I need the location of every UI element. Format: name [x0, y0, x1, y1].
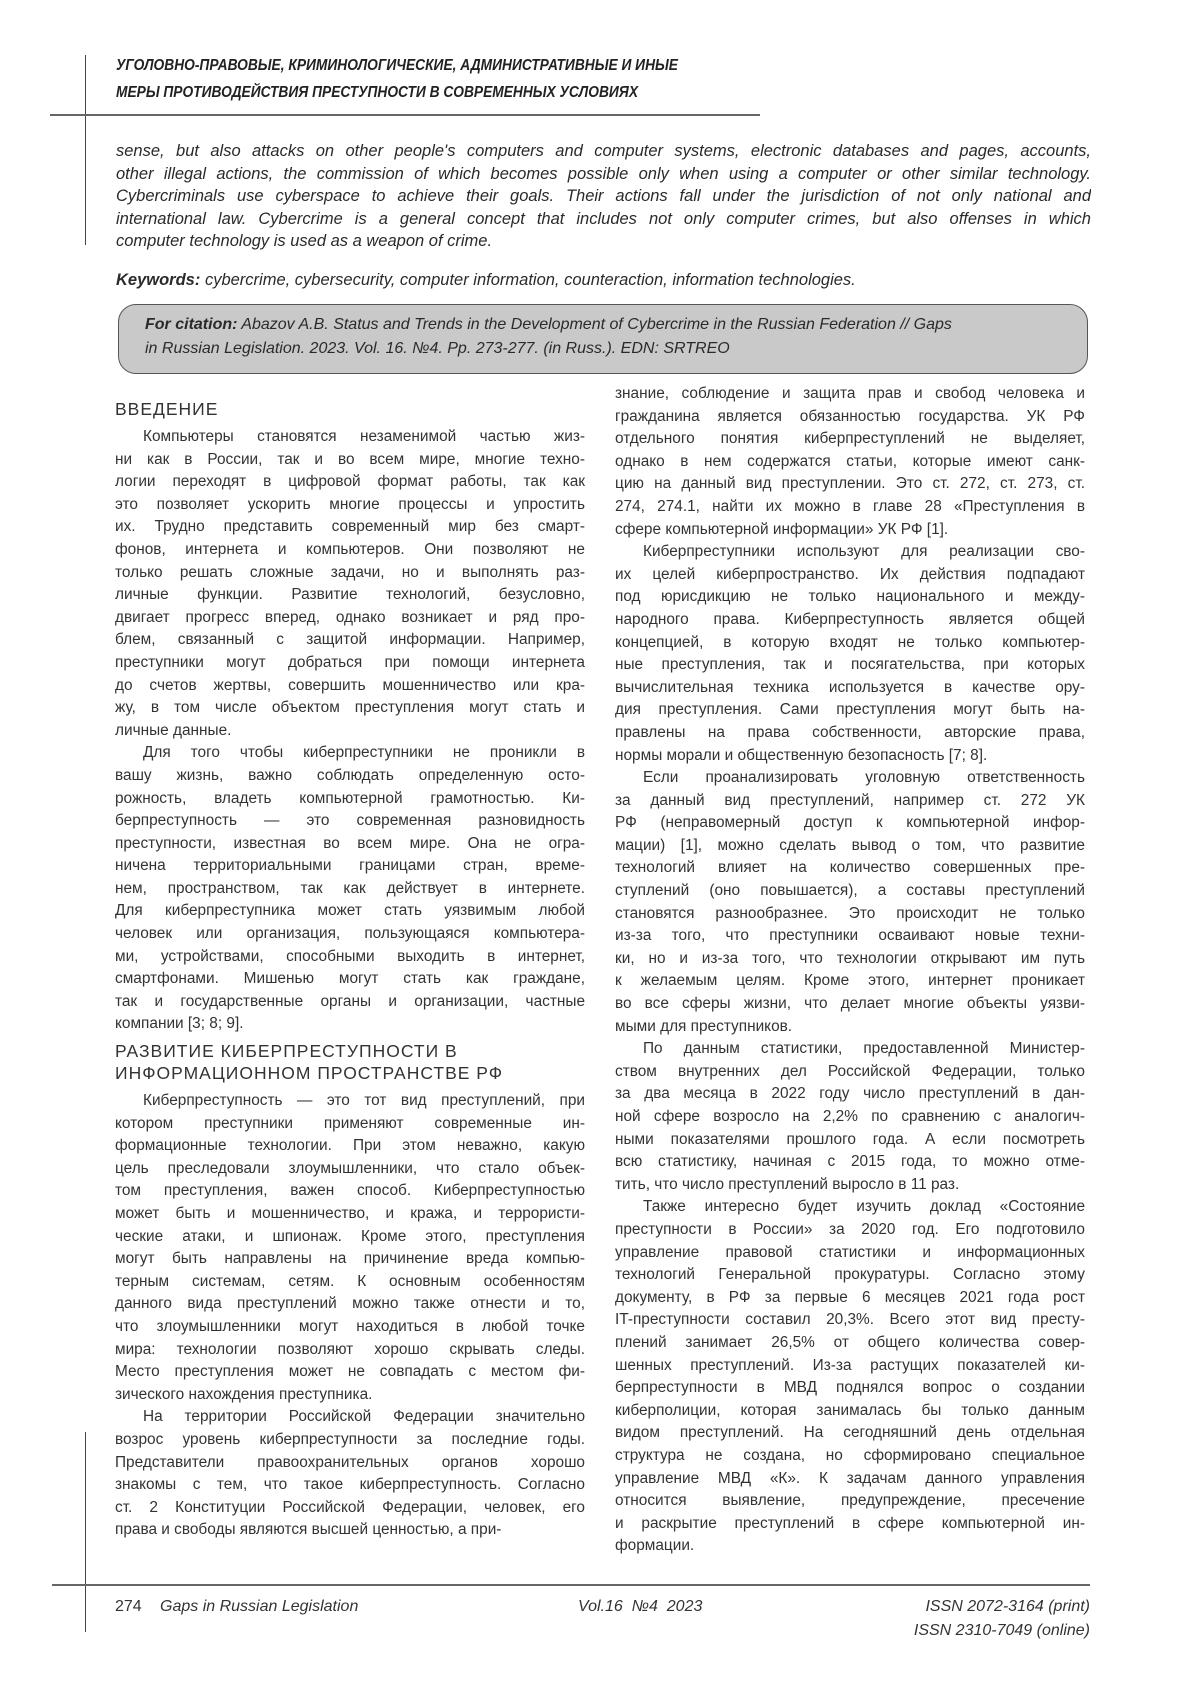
text-line: до счетов жертвы, совершить мошенничество или кра- [115, 675, 585, 698]
text-line: правлены на права собственности, авторские права, [615, 722, 1085, 745]
text-line: из-за того, что преступники осваивают новые техни- [615, 925, 1085, 948]
text-line: отдельного понятия киберпреступлений не выделяет, [615, 428, 1085, 451]
text-line: ми, устройствами, способными выходить в интернет, [115, 946, 585, 969]
text-line: рожность, владеть компьютерной грамотностью. Ки- [115, 788, 585, 811]
text-line: шенных преступлений. Из-за растущих показателей ки- [615, 1355, 1085, 1378]
text-line: На территории Российской Федерации значительно [115, 1406, 585, 1429]
running-header-line-2: МЕРЫ ПРОТИВОДЕЙСТВИЯ ПРЕСТУПНОСТИ В СОВРЕМЕННЫХ УСЛОВИЯХ [116, 83, 638, 103]
text-line: данного вида преступлений можно также отнести и то, [115, 1293, 585, 1316]
footer-rule [52, 1584, 1090, 1586]
citation-line-2: in Russian Legislation. 2023. Vol. 16. №4. Pp. 273-277. (in Russ.). EDN: SRTREO [145, 337, 1067, 361]
text-line: берпреступность — это современная разновидность [115, 810, 585, 833]
section-heading-line: РАЗВИТИЕ КИБЕРПРЕСТУПНОСТИ В [115, 1040, 585, 1062]
text-line: структура не создана, но сформировано специальное [615, 1445, 1085, 1468]
paragraph [115, 426, 585, 742]
text-line: сфере компьютерной информации» УК РФ [1]. [615, 519, 1085, 542]
text-line: киберполиции, которая занималась бы только данным [615, 1400, 1085, 1423]
text-line: мыми для преступников. [615, 1016, 1085, 1039]
text-line: формационные технологии. При этом неважно, какую [115, 1135, 585, 1158]
text-line: нем, пространством, так как действует в интернете. [115, 878, 585, 901]
text-line: Компьютеры становятся незаменимой частью жиз- [115, 426, 585, 449]
text-line: ством внутренних дел Российской Федерации, только [615, 1061, 1085, 1084]
section-heading [115, 398, 585, 420]
footer-issn-print: ISSN 2072-3164 (print) [925, 1597, 1090, 1617]
text-line: терным системам, сетям. К основным особенностям [115, 1271, 585, 1294]
text-line: цию на данный вид преступлении. Это ст. 272, ст. 273, ст. [615, 473, 1085, 496]
text-line: ни как в России, так и во всем мире, многие техно- [115, 449, 585, 472]
text-line: преступности, известная во всем мире. Она не огра- [115, 833, 585, 856]
text-line: личные функции. Развитие технологий, безусловно, [115, 584, 585, 607]
footer-journal: Gaps in Russian Legislation [160, 1597, 358, 1617]
text-line: логии переходят в цифровой формат работы, так как [115, 471, 585, 494]
text-line: так и государственные органы и организации, частные [115, 991, 585, 1014]
text-line: становятся разнообразнее. Это происходит не только [615, 903, 1085, 926]
text-line: под юрисдикцию не только национального и между- [615, 586, 1085, 609]
text-line: По данным статистики, предоставленной Министер- [615, 1038, 1085, 1061]
text-line: нормы морали и общественную безопасность [7; 8]. [615, 745, 1085, 768]
text-line: знание, соблюдение и защита прав и свобод человека и [615, 383, 1085, 406]
text-line: Также интересно будет изучить доклад «Состояние [615, 1196, 1085, 1219]
text-line: концепцией, в которую входят не только компьютер- [615, 632, 1085, 655]
text-line: Для того чтобы киберпреступники не проникли в [115, 742, 585, 765]
text-line: ными показателями прошлого года. А если посмотреть [615, 1129, 1085, 1152]
citation-label: For citation: [145, 316, 237, 333]
text-line: двигает прогресс вперед, однако возникает и ряд про- [115, 607, 585, 630]
text-line: личные данные. [115, 720, 585, 743]
footer-issue: Vol.16 №4 2023 [578, 1597, 702, 1617]
text-line: смартфонами. Мишенью могут стать как граждане, [115, 968, 585, 991]
text-line: управление МВД «К». К задачам данного управления [615, 1468, 1085, 1491]
text-line: Представители правоохранительных органов хорошо [115, 1452, 585, 1475]
text-line: что злоумышленники могут находиться в любой точке [115, 1316, 585, 1339]
header-rule [50, 114, 760, 116]
text-line: технологий влияет на количество совершенных пре- [615, 857, 1085, 880]
text-line: мации) [1], можно сделать вывод о том, что развитие [615, 835, 1085, 858]
left-column [115, 398, 585, 1542]
text-line: other illegal actions, the commission of which becomes possible only when using a computer or other similar technology. [116, 163, 1091, 186]
text-line: international law. Cybercrime is a general concept that includes not only computer crimes, but also offenses in which [116, 208, 1091, 231]
text-line: тить, что число преступлений выросло в 11 раз. [615, 1174, 1085, 1197]
text-line: только решать сложные задачи, но и выполнять раз- [115, 562, 585, 585]
text-line: Если проанализировать уголовную ответственность [615, 767, 1085, 790]
text-line: котором преступники применяют современные ин- [115, 1113, 585, 1136]
text-line: формации. [615, 1535, 1085, 1558]
text-line: Для киберпреступника может стать уязвимым любой [115, 900, 585, 923]
text-line: вычислительная техника используется в качестве ору- [615, 677, 1085, 700]
text-line: РФ (неправомерный доступ к компьютерной инфор- [615, 812, 1085, 835]
text-line: права и свободы являются высшей ценностью, а при- [115, 1519, 585, 1542]
text-line: вашу жизнь, важно соблюдать определенную осто- [115, 765, 585, 788]
text-line: блем, связанный с защитой информации. Например, [115, 629, 585, 652]
paragraph [615, 541, 1085, 767]
margin-rule-bottom [85, 1432, 86, 1632]
paragraph [615, 383, 1085, 541]
text-line: управление правовой статистики и информационных [615, 1242, 1085, 1265]
citation-box [118, 304, 1088, 374]
text-line: ки, но и из-за того, что технологии открывают им путь [615, 948, 1085, 971]
text-line: видом преступлений. На сегодняшний день отдельная [615, 1422, 1085, 1445]
text-line: sense, but also attacks on other people's computers and computer systems, electronic databases and pages, accounts, [116, 140, 1091, 163]
text-line: за данный вид преступлений, например ст. 272 УК [615, 790, 1085, 813]
text-line: документу, в РФ за первые 6 месяцев 2021 года рост [615, 1287, 1085, 1310]
text-line: компании [3; 8; 9]. [115, 1013, 585, 1036]
text-line: человек или организация, пользующаяся компьютера- [115, 923, 585, 946]
text-line: преступности в России» за 2020 год. Его подготовило [615, 1219, 1085, 1242]
paragraph [615, 1196, 1085, 1558]
text-line: фонов, интернета и компьютеров. Они позволяют не [115, 539, 585, 562]
text-line: computer technology is used as a weapon of crime. [116, 230, 1091, 253]
abstract [116, 140, 1091, 253]
margin-rule-top [85, 55, 86, 245]
text-line: однако в нем содержатся статьи, которые имеют санк- [615, 451, 1085, 474]
text-line: ной сфере возросло на 2,2% по сравнению с аналогич- [615, 1106, 1085, 1129]
text-line: за два месяца в 2022 году число преступлений в дан- [615, 1083, 1085, 1106]
text-line: дия преступления. Сами преступления могут быть на- [615, 699, 1085, 722]
text-line: плений занимает 26,5% от общего количества совер- [615, 1332, 1085, 1355]
right-column [615, 383, 1085, 1558]
text-line: Киберпреступники используют для реализации сво- [615, 541, 1085, 564]
text-line: мира: технологии позволяют хорошо скрывать следы. [115, 1339, 585, 1362]
paragraph [615, 1038, 1085, 1196]
text-line: ничена территориальными границами стран, време- [115, 855, 585, 878]
text-line: ные преступления, так и посягательства, при которых [615, 654, 1085, 677]
text-line: преступники могут добраться при помощи интернета [115, 652, 585, 675]
text-line: ческие атаки, и шпионаж. Кроме этого, преступления [115, 1226, 585, 1249]
text-line: их. Трудно представить современный мир без смарт- [115, 516, 585, 539]
text-line: и раскрытие преступлений в сфере компьютерной ин- [615, 1513, 1085, 1536]
text-line: их целей киберпространство. Их действия подпадают [615, 564, 1085, 587]
running-header-line-1: УГОЛОВНО-ПРАВОВЫЕ, КРИМИНОЛОГИЧЕСКИЕ, АДМИНИСТРАТИВНЫЕ И ИНЫЕ [116, 56, 678, 76]
text-line: всю статистику, начиная с 2015 года, то можно отме- [615, 1151, 1085, 1174]
paragraph [115, 1406, 585, 1542]
text-line: Cybercriminals use cyberspace to achieve their goals. Their actions fall under the jurisdiction of not only national and [116, 185, 1091, 208]
text-line: к желаемым целям. Кроме этого, интернет проникает [615, 970, 1085, 993]
paragraph [615, 767, 1085, 1038]
text-line: во все сферы жизни, что делает многие объекты уязви- [615, 993, 1085, 1016]
paragraph [115, 742, 585, 1036]
citation-line-1: Abazov A.B. Status and Trends in the Development of Cybercrime in the Russian Federation // Gaps [237, 316, 951, 333]
text-line: ст. 2 Конституции Российской Федерации, человек, его [115, 1497, 585, 1520]
text-line: ступлений (оно повышается), а составы преступлений [615, 880, 1085, 903]
text-line: берпреступности в МВД поднялся вопрос о создании [615, 1377, 1085, 1400]
text-line: зического нахождения преступника. [115, 1384, 585, 1407]
keywords [116, 270, 856, 290]
section-heading-line: ИНФОРМАЦИОННОМ ПРОСТРАНСТВЕ РФ [115, 1062, 585, 1084]
text-line: 274, 274.1, найти их можно в главе 28 «Преступления в [615, 496, 1085, 519]
text-line: жу, в том числе объектом преступления могут стать и [115, 697, 585, 720]
text-line: относится выявление, предупреждение, пресечение [615, 1490, 1085, 1513]
text-line: Киберпреступность — это тот вид преступлений, при [115, 1090, 585, 1113]
text-line: том преступления, важен способ. Киберпреступностью [115, 1180, 585, 1203]
text-line: народного права. Киберпреступность является общей [615, 609, 1085, 632]
text-line: цель преследовали злоумышленники, что стало объек- [115, 1158, 585, 1181]
section-heading-line: ВВЕДЕНИЕ [115, 398, 585, 420]
text-line: Место преступления может не совпадать с местом фи- [115, 1361, 585, 1384]
text-line: это позволяет ускорить многие процессы и упростить [115, 494, 585, 517]
footer-issn-online: ISSN 2310-7049 (online) [914, 1621, 1090, 1641]
text-line: возрос уровень киберпреступности за последние годы. [115, 1429, 585, 1452]
section-heading [115, 1040, 585, 1084]
keywords-label: Keywords: [116, 271, 200, 289]
keywords-text: cybercrime, cybersecurity, computer information, counteraction, information technologies. [200, 271, 855, 289]
text-line: IT-преступности составил 20,3%. Всего этот вид престу- [615, 1309, 1085, 1332]
text-line: знакомы с тем, что такое киберпреступность. Согласно [115, 1474, 585, 1497]
text-line: гражданина является обязанностью государства. УК РФ [615, 406, 1085, 429]
paragraph [115, 1090, 585, 1406]
text-line: может быть и мошенничество, и кража, и террористи- [115, 1203, 585, 1226]
footer-page-number: 274 [115, 1597, 142, 1617]
text-line: технологий Генеральной прокуратуры. Согласно этому [615, 1264, 1085, 1287]
text-line: могут быть направлены на причинение вреда компью- [115, 1248, 585, 1271]
